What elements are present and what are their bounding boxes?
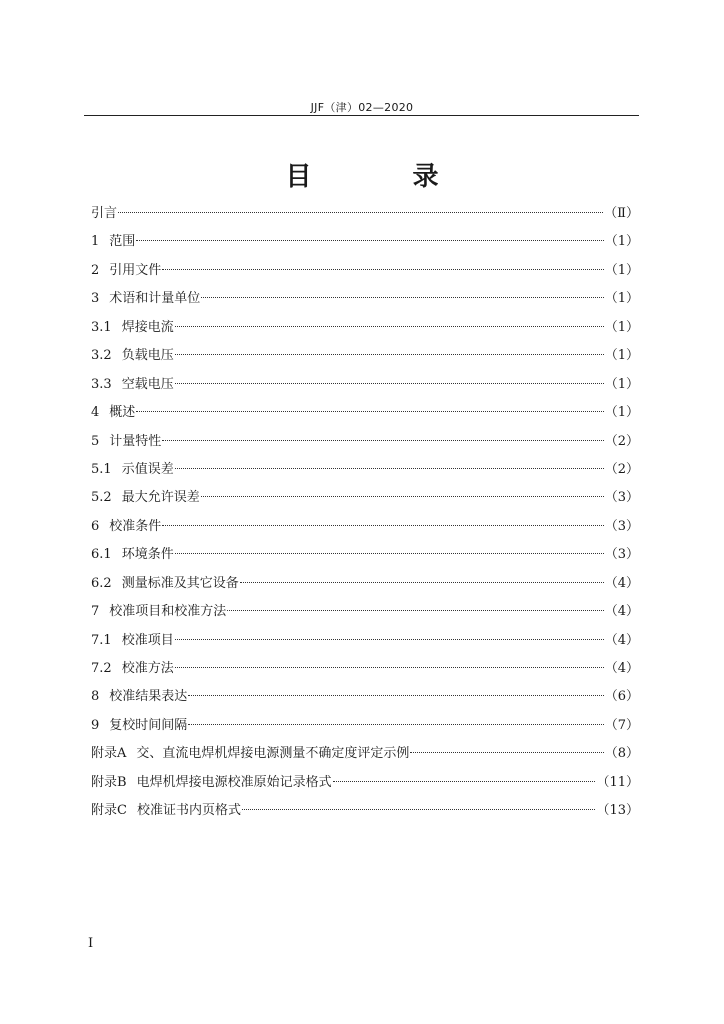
toc-entry[interactable] [91, 659, 639, 687]
toc-entry-number: 6.1 [91, 547, 112, 563]
toc-entry-title: 概述 [109, 405, 136, 421]
toc-entry-page: （Ⅱ） [604, 206, 639, 221]
toc-entry[interactable] [91, 318, 639, 346]
toc-dot-leader [240, 582, 604, 583]
toc-entry-title: 校准项目和校准方法 [109, 604, 227, 620]
toc-entry-page: （4） [604, 604, 639, 620]
toc-entry-title: 校准证书内页格式 [136, 803, 241, 819]
toc-entry-number: 5 [91, 433, 100, 449]
toc-entry-number: 3.1 [91, 319, 112, 335]
toc-entry-page: （3） [604, 490, 639, 506]
toc-entry-title: 引言 [91, 206, 118, 221]
toc-entry-title: 术语和计量单位 [109, 291, 201, 307]
toc-entry-title: 负载电压 [121, 348, 174, 364]
toc-entry-number: 9 [91, 717, 100, 733]
toc-entry-title: 最大允许误差 [121, 490, 200, 506]
toc-entry-number: 3.3 [91, 376, 112, 392]
toc-entry-number: 4 [91, 405, 100, 421]
toc-entry-page: （1） [604, 319, 639, 335]
toc-dot-leader [227, 610, 603, 611]
toc-entry-page: （3） [604, 518, 639, 534]
toc-dot-leader [201, 297, 603, 298]
toc-entry-page: （2） [604, 433, 639, 449]
toc-entry-title: 引用文件 [109, 262, 162, 278]
toc-entry-page: （11） [596, 774, 639, 790]
toc-entry[interactable] [91, 403, 639, 431]
toc-entry-page: （2） [604, 461, 639, 477]
document-code-header: JJF（津）02—2020 [310, 101, 414, 114]
toc-entry-number: 7.2 [91, 661, 112, 676]
toc-entry[interactable] [91, 460, 639, 488]
toc-entry[interactable] [91, 517, 639, 545]
toc-dot-leader [242, 809, 595, 810]
toc-entry-number: 3.2 [91, 348, 112, 364]
toc-entry-title: 交、直流电焊机焊接电源测量不确定度评定示例 [136, 746, 410, 762]
toc-entry[interactable] [91, 744, 639, 772]
toc-entry[interactable] [91, 204, 639, 232]
toc-entry-page: （3） [604, 547, 639, 563]
toc-dot-leader [136, 411, 603, 412]
toc-entry-number: 7.1 [91, 632, 112, 648]
toc-entry-number: 2 [91, 262, 100, 278]
toc-entry-page: （1） [604, 376, 639, 392]
toc-entry[interactable] [91, 801, 639, 829]
toc-entry-title: 环境条件 [121, 547, 174, 563]
toc-entry-title: 电焊机焊接电源校准原始记录格式 [136, 774, 332, 790]
toc-dot-leader [175, 354, 604, 355]
toc-entry[interactable] [91, 716, 639, 744]
toc-entry-page: （1） [604, 262, 639, 278]
toc-entry-number: 附录C [91, 803, 127, 819]
toc-entry-number: 6 [91, 518, 100, 534]
toc-dot-leader [162, 525, 603, 526]
toc-entry-page: （1） [604, 405, 639, 421]
toc-dot-leader [175, 383, 604, 384]
header-divider [84, 115, 639, 116]
toc-dot-leader [188, 695, 603, 696]
toc-entry[interactable] [91, 432, 639, 460]
toc-entry-title: 示值误差 [121, 461, 174, 477]
toc-entry-page: （4） [604, 661, 639, 676]
toc-entry-number: 5.1 [91, 461, 112, 477]
toc-entry-title: 焊接电流 [121, 319, 174, 335]
toc-entry-page: （1） [604, 348, 639, 364]
toc-entry-page: （1） [604, 234, 639, 250]
toc-dot-leader [333, 781, 596, 782]
toc-dot-leader [175, 553, 604, 554]
toc-dot-leader [175, 326, 604, 327]
toc-entry[interactable] [91, 261, 639, 289]
toc-entry[interactable] [91, 375, 639, 403]
toc-entry-title: 校准项目 [121, 632, 174, 648]
toc-entry-number: 3 [91, 291, 100, 307]
toc-dot-leader [188, 724, 603, 725]
toc-entry-number: 5.2 [91, 490, 112, 506]
toc-entry[interactable] [91, 602, 639, 630]
toc-entry-page: （1） [604, 291, 639, 307]
toc-dot-leader [410, 752, 603, 753]
toc-entry-page: （6） [604, 689, 639, 705]
toc-dot-leader [201, 496, 604, 497]
toc-title: 目 录 [285, 162, 485, 192]
toc-entry-page: （13） [596, 803, 639, 819]
toc-dot-leader [175, 639, 604, 640]
toc-dot-leader [175, 667, 604, 668]
toc-entry[interactable] [91, 631, 639, 659]
toc-entry-number: 7 [91, 604, 100, 620]
toc-entry-title: 空载电压 [121, 376, 174, 392]
toc-entry-page: （7） [604, 717, 639, 733]
toc-entry-page: （8） [604, 746, 639, 762]
toc-dot-leader [136, 240, 603, 241]
toc-entry[interactable] [91, 488, 639, 516]
toc-entry[interactable] [91, 346, 639, 374]
toc-entry[interactable] [91, 687, 639, 715]
toc-entry[interactable] [91, 773, 639, 801]
toc-entry-page: （4） [604, 575, 639, 591]
toc-entry-number: 6.2 [91, 575, 112, 591]
toc-dot-leader [162, 269, 603, 270]
toc-entry[interactable] [91, 574, 639, 602]
toc-entry[interactable] [91, 545, 639, 573]
toc-entry-title: 测量标准及其它设备 [121, 575, 239, 591]
toc-entry-title: 计量特性 [109, 433, 162, 449]
toc-entry-number: 附录B [91, 774, 127, 790]
toc-entry-number: 附录A [91, 746, 127, 762]
toc-dot-leader [118, 212, 603, 213]
toc-dot-leader [175, 468, 604, 469]
page-number: I [88, 936, 94, 951]
toc-entry-number: 8 [91, 689, 100, 705]
toc-entry[interactable] [91, 289, 639, 317]
toc-entry-title: 复校时间间隔 [109, 717, 188, 733]
toc-entry-page: （4） [604, 632, 639, 648]
toc-entry-title: 范围 [109, 234, 136, 250]
toc-entry-title: 校准方法 [121, 661, 174, 676]
toc-entry-number: 1 [91, 234, 100, 250]
table-of-contents [91, 204, 639, 830]
toc-entry-title: 校准条件 [109, 518, 162, 534]
toc-entry-title: 校准结果表达 [109, 689, 188, 705]
toc-dot-leader [162, 440, 603, 441]
toc-entry[interactable] [91, 232, 639, 260]
